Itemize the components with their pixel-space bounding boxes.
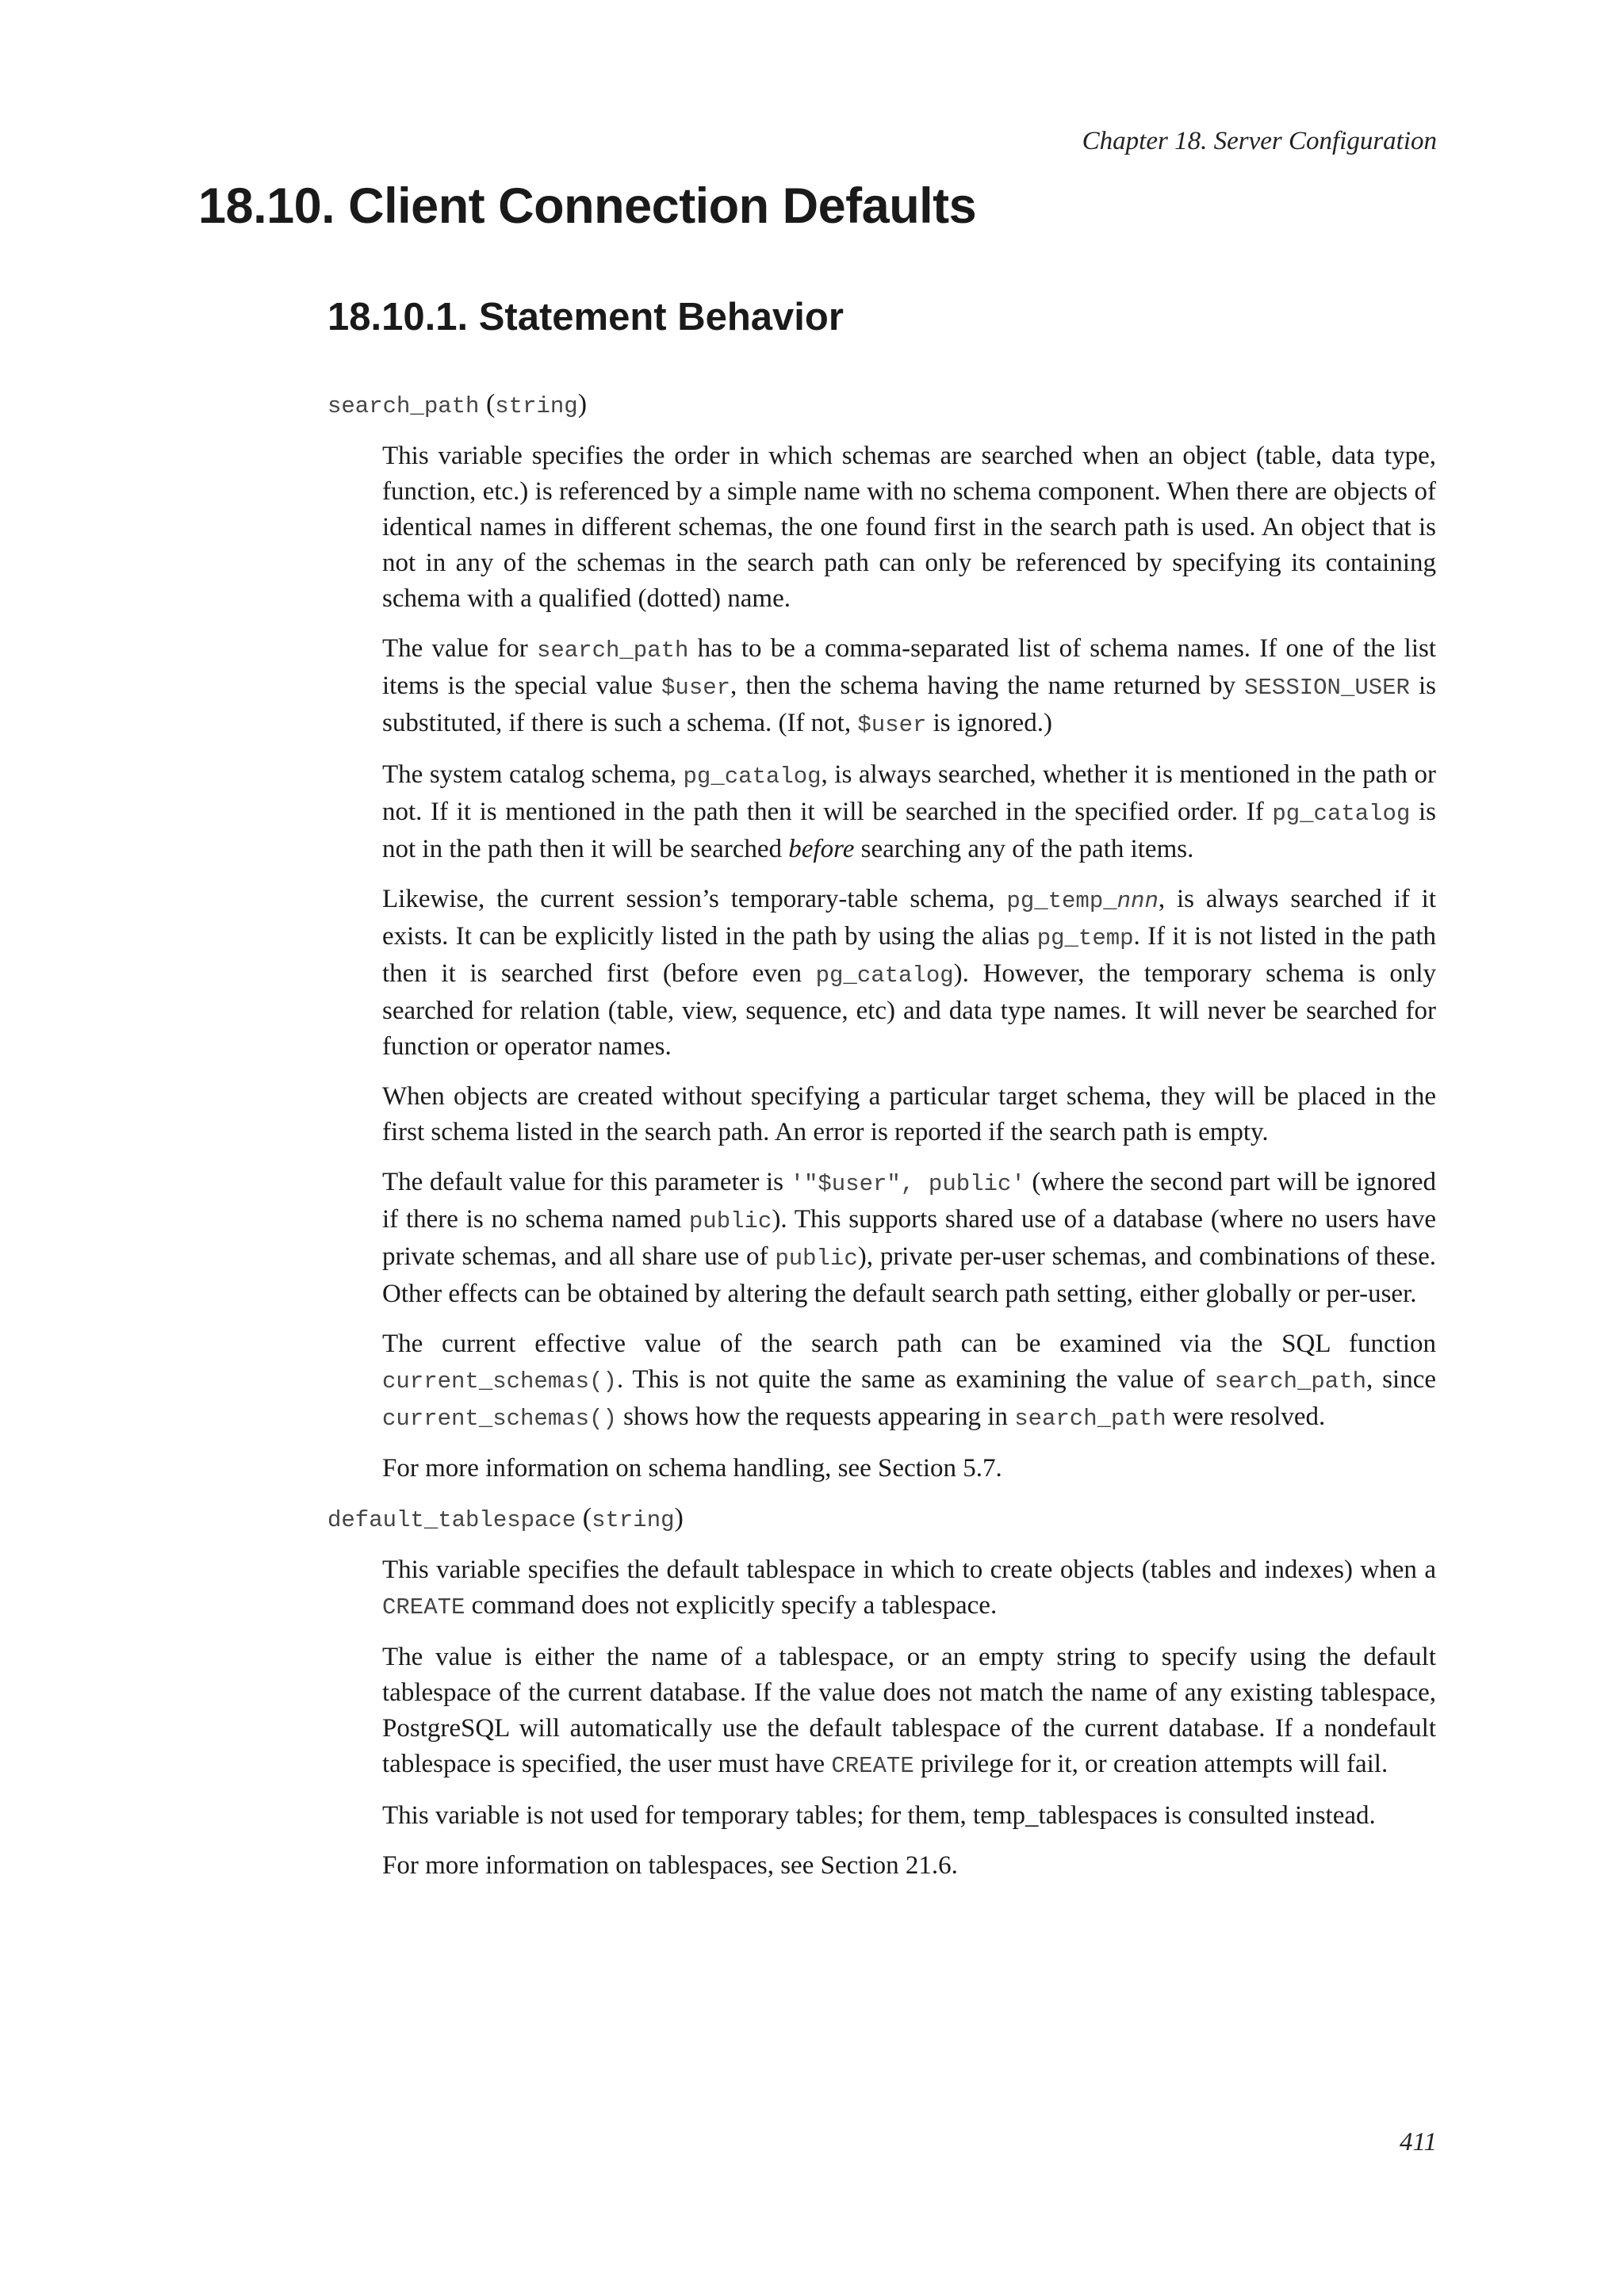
- paragraph: Likewise, the current session’s temporary-table schema, pg_temp_nnn, is always searched if it exists. It can be explicitly listed in the path by using the alias pg_temp. If it is not listed in the path then it is searched first (before even pg_catalog). However, the temporary schema is only searched for relation (table, view, sequence, etc) and data type names. It will never be searched for function or operator names.: [382, 885, 1437, 1061]
- code-literal: search_path: [536, 637, 689, 664]
- code-literal: CREATE: [831, 1753, 914, 1779]
- code-literal: current_schemas(): [382, 1406, 617, 1432]
- chapter-title: 18.10. Client Connection Defaults: [198, 178, 977, 234]
- paragraph: This variable specifies the default tablespace in which to create objects (tables and indexes) when a CREATE command does not explicitly specify a tablespace.: [382, 1556, 1436, 1621]
- code-literal: $user: [661, 675, 731, 701]
- section-title: 18.10.1. Statement Behavior: [327, 296, 844, 339]
- emphasis: before: [788, 835, 855, 863]
- code-literal: search_path: [1214, 1368, 1367, 1395]
- parameter-name: default_tablespace: [327, 1507, 576, 1533]
- parameter-name: search_path: [327, 393, 480, 419]
- code-literal: '"$user", public': [790, 1171, 1025, 1197]
- code-literal: public: [688, 1208, 772, 1234]
- definition-search-path: [382, 438, 1436, 1487]
- paragraph: The system catalog schema, pg_catalog, is always searched, whether it is mentioned in the path or not. If it is mentioned in the path then it will be searched in the specified order. If pg_catalog is not in the path then it will be searched before searching any of the path items.: [382, 760, 1436, 863]
- term-search-path: search_path (string): [327, 389, 588, 419]
- code-literal: CREATE: [382, 1594, 465, 1621]
- code-literal: pg_temp: [1036, 925, 1134, 951]
- page-number: 411: [1399, 2128, 1437, 2156]
- parameter-type: string: [495, 393, 578, 419]
- paragraph: For more information on schema handling, see Section 5.7.: [382, 1454, 1002, 1483]
- definition-default-tablespace: [382, 1552, 1436, 1884]
- paragraph: The current effective value of the search path can be examined via the SQL function current_schemas(). This is not quite the same as examining the value of search_path, since current_schemas() shows how the requests appearing in search_path were resolved.: [382, 1330, 1436, 1432]
- paragraph: The value is either the name of a tablespace, or an empty string to specify using the default tablespace of the current database. If the value does not match the name of any existing tablespace, PostgreSQL will automatically use the default tablespace of the current database. If a nondefault tablespace is specified, the user must have CREATE privilege for it, or creation attempts will fail.: [382, 1643, 1436, 1779]
- paragraph: When objects are created without specifying a particular target schema, they will be placed in the first schema listed in the search path. An error is reported if the search path is empty.: [382, 1082, 1436, 1146]
- code-literal: current_schemas(): [382, 1368, 617, 1395]
- paragraph: This variable is not used for temporary tables; for them, temp_tablespaces is consulted instead.: [382, 1801, 1376, 1830]
- paragraph: The default value for this parameter is '"$user", public' (where the second part will be ignored if there is no schema named public). This supports shared use of a database (where no users have private schemas, and all share use of public), private per-user schemas, and combinations of these. Other effects can be obtained by altering the default search path setting, either globally or per-user.: [382, 1168, 1436, 1308]
- code-literal: public: [775, 1246, 858, 1272]
- paragraph: For more information on tablespaces, see Section 21.6.: [382, 1851, 958, 1880]
- document-body: [327, 387, 1436, 1898]
- code-literal: pg_catalog: [683, 763, 822, 790]
- running-head: Chapter 18. Server Configuration: [1082, 127, 1437, 155]
- code-literal: pg_temp_nnn: [1006, 888, 1159, 914]
- parameter-type: string: [592, 1507, 675, 1533]
- paragraph: This variable specifies the order in which schemas are searched when an object (table, data type, function, etc.) is referenced by a simple name with no schema component. When there are objects of identical names in different schemas, the one found first in the search path is used. An object that is not in any of the schemas in the search path can only be referenced by specifying its containing schema with a qualified (dotted) name.: [382, 442, 1436, 613]
- code-literal: SESSION_USER: [1244, 675, 1410, 701]
- code-literal: $user: [857, 712, 927, 738]
- code-literal: pg_catalog: [1272, 801, 1411, 827]
- code-literal: pg_catalog: [815, 962, 954, 989]
- term-default-tablespace: default_tablespace (string): [327, 1503, 684, 1533]
- code-literal: search_path: [1014, 1406, 1166, 1432]
- paragraph: The value for search_path has to be a comma-separated list of schema names. If one of the list items is the special value $user, then the schema having the name returned by SESSION_USER is substituted, if there is such a schema. (If not, $user is ignored.): [382, 634, 1437, 738]
